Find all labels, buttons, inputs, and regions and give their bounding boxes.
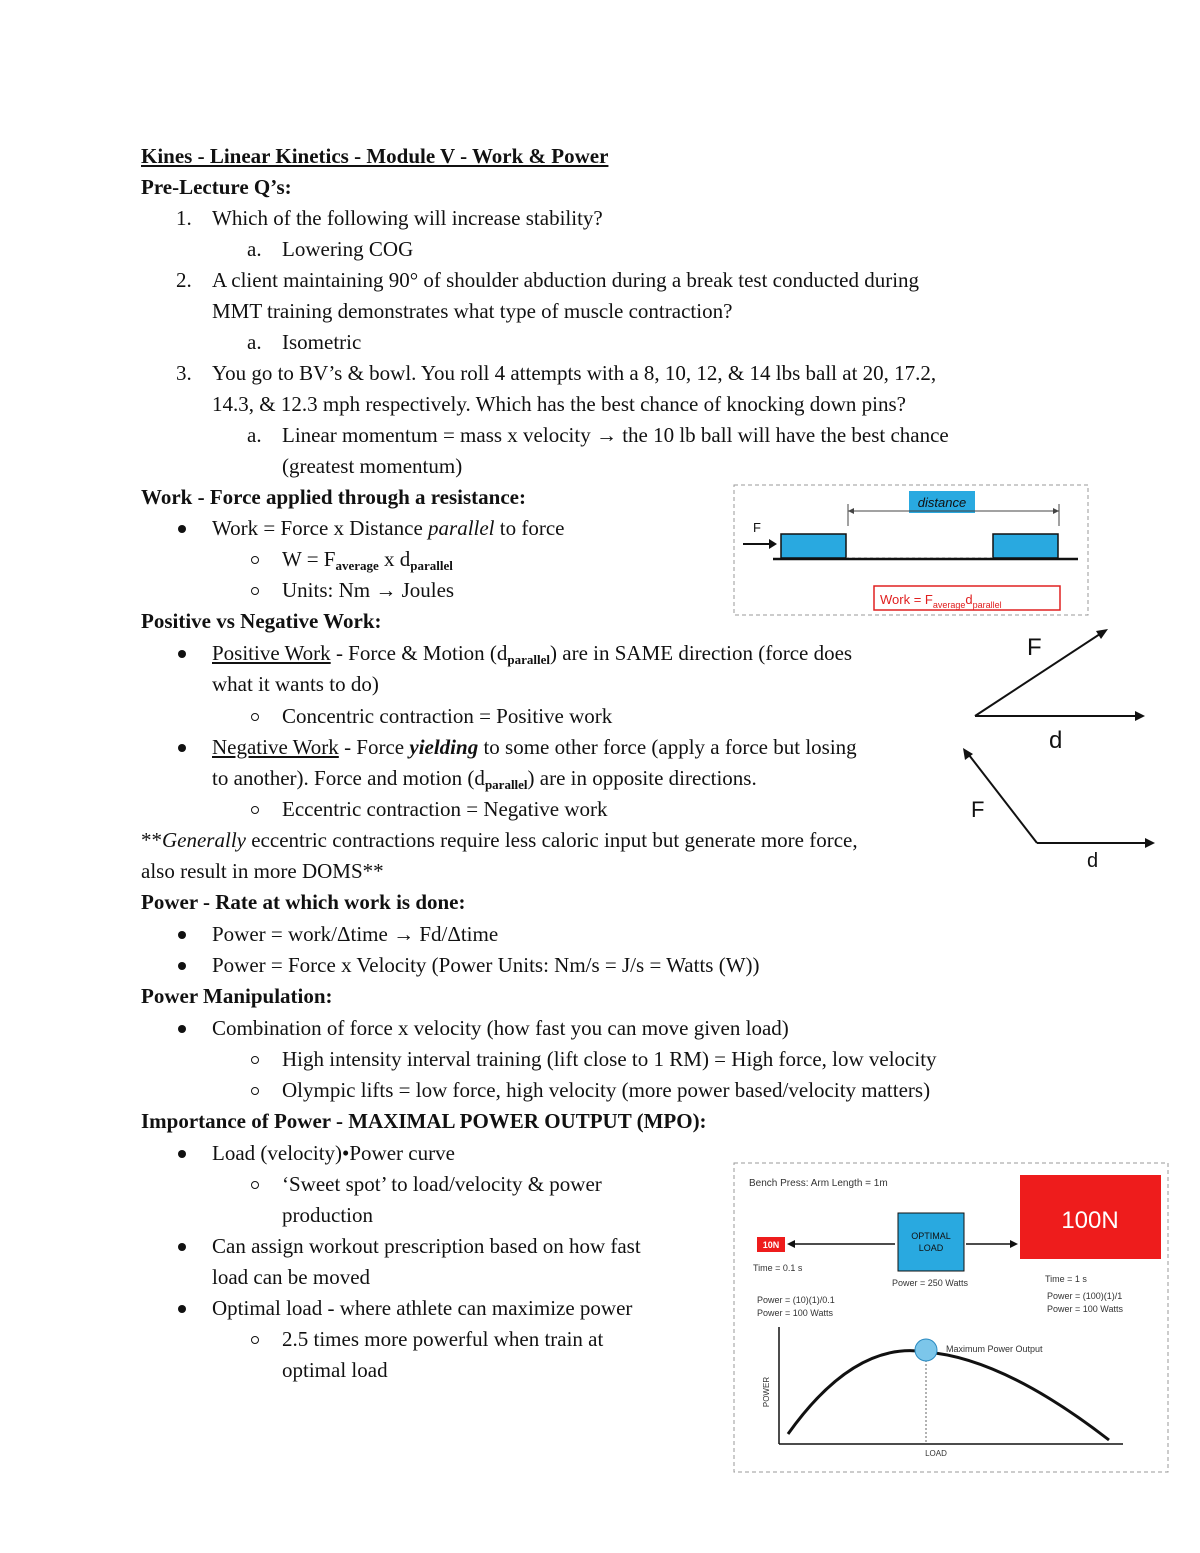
force-label: F [753,520,761,535]
answer-3-line-1: Linear momentum = mass x velocity → the 10 lb ball will have the best chance [282,423,949,447]
posneg-heading: Positive vs Negative Work: [141,609,382,633]
work-diagram [733,484,1089,616]
list-number: 2. [176,268,192,292]
question-2-line-1: A client maintaining 90° of shoulder abduction during a break test conducted during [212,268,920,292]
block-end [993,534,1058,558]
importance-bullet-1: Load (velocity)•Power curve [212,1141,455,1165]
power-heading: Power - Rate at which work is done: [141,890,466,914]
document-title: Kines - Linear Kinetics - Module V - Work & Power [141,144,609,168]
answer-3-line-2: (greatest momentum) [282,454,463,478]
displacement-vector-arrowhead [1135,711,1145,721]
question-1: Which of the following will increase stability? [212,206,603,230]
displacement-vector-arrowhead [1145,838,1155,848]
y-axis-label: POWER [762,1376,771,1408]
light-load-label: 10N [762,1240,780,1250]
light-power-value: Power = 100 Watts [757,1308,833,1318]
negative-work-line-1: Negative Work - Force yielding to some other force (apply a force but losing [212,735,857,759]
positive-work-line-2: what it wants to do) [212,672,379,696]
concentric-note: Concentric contraction = Positive work [282,704,613,728]
work-formula: $W = F_{average}$ x $d_{parallel}$ [282,547,453,573]
optimal-load-label-1: OPTIMAL [911,1231,951,1241]
bullet-dot [178,1243,186,1251]
positive-work-vector-diagram [965,620,1155,755]
light-power-formula: Power = (10)(1)/0.1 [757,1295,835,1305]
list-letter: a. [247,423,262,447]
bullet-dot [178,525,186,533]
importance-bullet-3: Optimal load - where athlete can maximize power [212,1296,633,1320]
importance-sub-2-line-2: optimal load [282,1358,388,1382]
answer-2: Isometric [282,330,362,354]
bullet-circle [251,1056,259,1064]
importance-sub-2-line-1: 2.5 times more powerful when train at [282,1327,604,1351]
heavy-power-value: Power = 100 Watts [1047,1304,1123,1314]
list-number: 1. [176,206,192,230]
optimal-power-value: Power = 250 Watts [892,1278,968,1288]
list-letter: a. [247,237,262,261]
manip-sub-1: High intensity interval training (lift close to 1 RM) = High force, low velocity [282,1047,937,1071]
work-formula-label: Work = $F_{average}d_{parallel}$ [880,592,1002,610]
importance-sub-1-line-1: ‘Sweet spot’ to load/velocity & power [282,1172,602,1196]
light-time: Time = 0.1 s [753,1263,803,1273]
work-units: Units: Nm → Joules [282,578,455,602]
heavy-load-label: 100N [1061,1207,1119,1234]
question-3-line-2: 14.3, & 12.3 mph respectively. Which has the best chance of knocking down pins? [212,392,907,416]
negative-work-line-2: to another). Force and motion $(d_{parallel})$ are in opposite directions. [212,766,757,792]
doms-note-line-2: also result in more DOMS** [141,859,384,883]
optimal-load-label-2: LOAD [918,1243,944,1253]
importance-bullet-2-line-2: load can be moved [212,1265,371,1289]
bullet-circle [251,587,259,595]
displacement-label: d [1087,850,1099,872]
heavy-time: Time = 1 s [1045,1274,1087,1284]
positive-work-line-1: Positive Work - Force & Motion $(d_{parallel})$ are in SAME direction (force does [212,641,853,667]
answer-1: Lowering COG [282,237,414,261]
power-bullet-1: Power = work/Δtime → Fd/Δtime [212,922,499,946]
peak-marker [915,1339,937,1361]
bullet-dot [178,962,186,970]
manip-heading: Power Manipulation: [141,984,333,1008]
force-label: F [971,797,985,822]
bullet-dot [178,931,186,939]
work-bullet-1: Work = Force x Distance parallel to force [212,516,565,540]
manip-sub-2: Olympic lifts = low force, high velocity (more power based/velocity matters) [282,1078,931,1102]
bullet-circle [251,1336,259,1344]
bullet-circle [251,556,259,564]
list-number: 3. [176,361,192,385]
displacement-label: d [1049,727,1063,754]
bullet-circle [251,1087,259,1095]
negative-work-vector-diagram [955,745,1160,875]
bullet-circle [251,1181,259,1189]
list-letter: a. [247,330,262,354]
doms-note-line-1: **Generally eccentric contractions require less caloric input but generate more force, [141,828,858,852]
peak-label: Maximum Power Output [946,1344,1043,1354]
x-axis-label: LOAD [925,1449,947,1458]
distance-label: distance [917,495,967,510]
importance-bullet-2-line-1: Can assign workout prescription based on how fast [212,1234,641,1258]
bullet-dot [178,1305,186,1313]
optimal-load-box [898,1213,964,1271]
bullet-dot [178,1025,186,1033]
question-2-line-2: MMT training demonstrates what type of muscle contraction? [212,299,733,323]
work-heading: Work - Force applied through a resistance: [141,485,526,509]
block-start [781,534,846,558]
bullet-circle [251,806,259,814]
prelecture-heading: Pre-Lecture Q’s: [141,175,292,199]
manip-bullet-1: Combination of force x velocity (how fast you can move given load) [212,1016,789,1040]
bullet-dot [178,650,186,658]
power-bullet-2: Power = Force x Velocity (Power Units: Nm/s = J/s = Watts (W)) [212,953,760,977]
force-vector-arrowhead [1096,629,1108,639]
eccentric-note: Eccentric contraction = Negative work [282,797,608,821]
bullet-circle [251,713,259,721]
maximal-power-output-diagram [733,1162,1169,1473]
bullet-dot [178,1150,186,1158]
heavy-power-formula: Power = (100)(1)/1 [1047,1291,1123,1301]
question-3-line-1: You go to BV’s & bowl. You roll 4 attempts with a 8, 10, 12, & 14 lbs ball at 20, 17.2, [212,361,937,385]
figure-caption: Bench Press: Arm Length = 1m [749,1178,888,1189]
importance-heading: Importance of Power - MAXIMAL POWER OUTPUT (MPO): [141,1109,707,1133]
importance-sub-1-line-2: production [282,1203,373,1227]
force-label: F [1027,634,1042,661]
bullet-dot [178,744,186,752]
